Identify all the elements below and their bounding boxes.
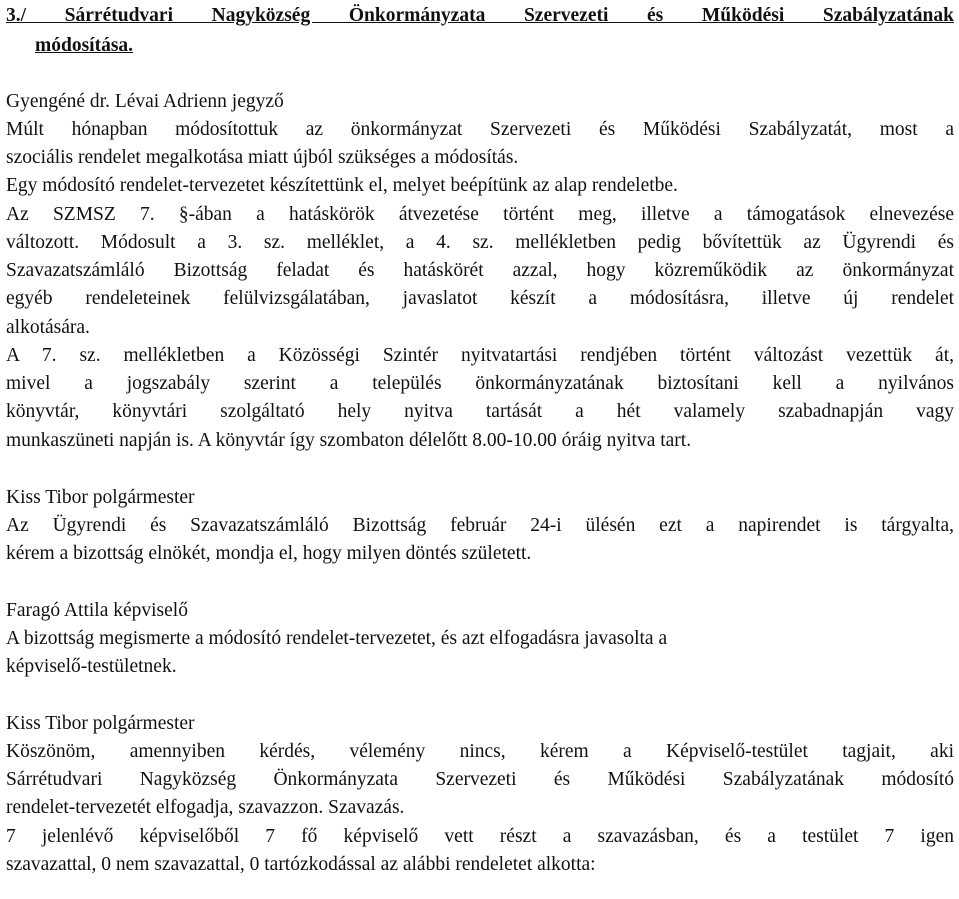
body-text-line: munkaszüneti napján is. A könyvtár így szombaton délelőtt 8.00-10.00 óráig nyitva tart. <box>6 430 692 451</box>
body-text-line: rendelet-tervezetét elfogadja, szavazzon. Szavazás. <box>6 797 405 818</box>
body-text-line: Köszönöm, amennyiben kérdés, vélemény nincs, kérem a Képviselő-testület tagjait, aki <box>6 741 954 762</box>
body-text-line: alkotására. <box>6 317 90 338</box>
speaker-name: Kiss Tibor polgármester <box>6 487 195 508</box>
body-text-line: képviselő-testületnek. <box>6 656 177 677</box>
speaker-name: Kiss Tibor polgármester <box>6 713 195 734</box>
body-text-line: szociális rendelet megalkotása miatt újból szükséges a módosítás. <box>6 147 519 168</box>
vote-result-line: szavazattal, 0 nem szavazattal, 0 tartózkodással az alábbi rendeletet alkotta: <box>6 854 596 875</box>
agenda-heading-line-1: 3./ Sárrétudvari Nagyközség Önkormányzata Szervezeti és Működési Szabályzatának <box>6 5 954 26</box>
agenda-heading-line-2: módosítása. <box>35 35 134 56</box>
body-text-line: kérem a bizottság elnökét, mondja el, hogy milyen döntés született. <box>6 543 532 564</box>
body-text-line: könyvtár, könyvtári szolgáltató hely nyitva tartását a hét valamely szabadnapján vagy <box>6 401 954 422</box>
body-text-line: A bizottság megismerte a módosító rendelet-tervezetet, és azt elfogadásra javasolta a <box>6 628 668 649</box>
body-text-line: Az SZMSZ 7. §-ában a hatáskörök átvezetése történt meg, illetve a támogatások elnevezése <box>6 204 954 225</box>
speaker-name: Faragó Attila képviselő <box>6 600 188 621</box>
body-text-line: változott. Módosult a 3. sz. melléklet, a 4. sz. mellékletben pedig bővítettük az Ügyrendi és <box>6 232 954 253</box>
body-text-line: egyéb rendeleteinek felülvizsgálatában, javaslatot készít a módosításra, illetve új rendelet <box>6 288 954 309</box>
body-text-line: Szavazatszámláló Bizottság feladat és hatáskörét azzal, hogy közreműködik az önkormányzat <box>6 260 954 281</box>
body-text-line: Egy módosító rendelet-tervezetet készítettünk el, melyet beépítünk az alap rendeletbe. <box>6 175 678 196</box>
vote-result-line: 7 jelenlévő képviselőből 7 fő képviselő vett részt a szavazásban, és a testület 7 igen <box>6 826 954 847</box>
body-text-line: Sárrétudvari Nagyközség Önkormányzata Szervezeti és Működési Szabályzatának módosító <box>6 769 954 790</box>
body-text-line: Az Ügyrendi és Szavazatszámláló Bizottság február 24-i ülésén ezt a napirendet is tárgyalta, <box>6 515 954 536</box>
body-text-line: Múlt hónapban módosítottuk az önkormányzat Szervezeti és Működési Szabályzatát, most a <box>6 119 954 140</box>
speaker-name: Gyengéné dr. Lévai Adrienn jegyző <box>6 91 284 112</box>
body-text-line: mivel a jogszabály szerint a település önkormányzatának biztosítani kell a nyilvános <box>6 373 954 394</box>
body-text-line: A 7. sz. mellékletben a Közösségi Szintér nyitvatartási rendjében történt változást vezettük át, <box>6 345 954 366</box>
